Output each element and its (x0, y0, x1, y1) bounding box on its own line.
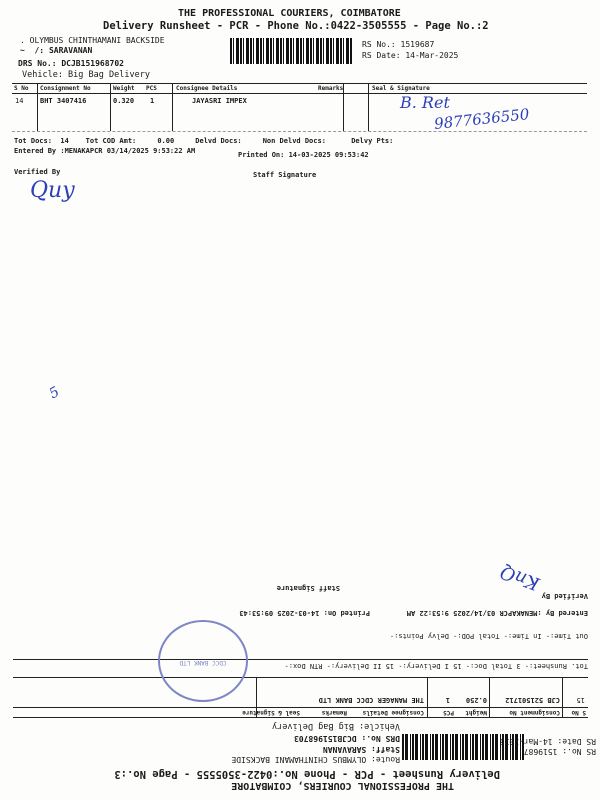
bottom-route: Route: OLYMBUS CHINTHAMANI BACKSIDE (231, 755, 400, 764)
bottom-header-pcs: PCS (443, 709, 454, 716)
bottom-header-remarks: Remarks (321, 709, 347, 716)
staff-line: ~ /: SARAVANAN (20, 46, 93, 55)
header-weight: Weight (113, 85, 135, 92)
bottom-rs-date: RS Date: 14-Mar-2025 (499, 737, 596, 746)
bottom-staff: Staff: SARAVANAN (322, 745, 400, 754)
header-sno: S No (14, 85, 29, 92)
bottom-header-consignment: Consignment No (509, 709, 560, 716)
bottom-vehicle: Vehicle: Big Bag Delivery (272, 721, 400, 731)
drs-line: DRS No.: DCJB151968702 (18, 59, 124, 68)
bank-stamp: CDCC BANK LTD (158, 620, 248, 702)
header-consignment: Consignment No (40, 85, 91, 92)
totals-line: Tot Docs: 14 Tot COD Amt: 0.00 Delvd Docs: Non Delvd Docs: Delvy Pts: (14, 137, 394, 145)
bottom-entered-by: Entered By :MENAKAPCR 03/14/2025 9:53:22 AM (406, 609, 588, 617)
vehicle-line: Vehicle: Big Bag Delivery (22, 70, 150, 80)
bottom-rs-no: RS No.: 1519687 (523, 747, 596, 756)
bottom-runsheet-inverted: THE PROFESSIONAL COURIERS, COIMBATORE Delivery Runsheet - PCR - Phone No.:0422-3505555 - Page No.:3 Route: OLYMBUS CHINTHAMANI BACKSIDE Staff: SARAVANAN DRS No.: DCJB151968703 Vehicle: Big Bag Delivery RS No.: 1519687 RS Date: 14-Mar-2025 S No Consignment No Weight PCS Consignee Details Remarks Seal & Signature 15 CJB 521501712 0.250 1 THE MANAGER CDCC BANK LTD Tot. Runsheet:- 3 Total Doc:- 15 I Delivery:- 15 II Delivery:- RTN Dox:- Out Time:- In Time:- Total POD:- Delvy Points:- Entered By :MENAKAPCR 03/14/2025 9:53:22 AM Printed On: 14-03-2025 09:53:43 Verified By Staff Signature CDCC BANK LTD KnQ (0, 0, 600, 800)
stray-pen-mark: 5 (46, 383, 63, 403)
route-line: . OLYMBUS CHINTHAMANI BACKSIDE (20, 36, 165, 45)
entered-by: Entered By :MENAKAPCR 03/14/2025 9:53:22 AM (14, 147, 196, 155)
bottom-runsheet-title: Delivery Runsheet - PCR - Phone No.:0422-3505555 - Page No.:3 (114, 768, 500, 780)
bottom-verified-by: Verified By (541, 592, 588, 600)
bottom-staff-signature-label: Staff Signature (276, 584, 340, 592)
verified-by: Verified By (14, 168, 61, 176)
bottom-header-seal: Seal & Signature (242, 709, 300, 716)
staff-signature-label: Staff Signature (253, 171, 317, 179)
rs-no: RS No.: 1519687 (362, 40, 435, 49)
bottom-header-weight: Weight (465, 709, 487, 716)
verifier-signature: Quy (30, 178, 75, 203)
rs-date: RS Date: 14-Mar-2025 (362, 51, 459, 60)
bottom-totals: Tot. Runsheet:- 3 Total Doc:- 15 I Delivery:- 15 II Delivery:- RTN Dox:- (284, 662, 588, 670)
bottom-header-consignee: Consignee Details (362, 709, 424, 716)
company-name: THE PROFESSIONAL COURIERS, COIMBATORE (178, 8, 401, 19)
bottom-header-sno: S No (571, 709, 586, 716)
header-seal: Seal & Signature (372, 85, 430, 92)
header-pcs: PCS (146, 85, 157, 92)
receiver-phone: 9877636550 (433, 105, 531, 133)
header-remarks: Remarks (318, 85, 344, 92)
bottom-company-name: THE PROFESSIONAL COURIERS, COIMBATORE (231, 780, 454, 791)
runsheet-title: Delivery Runsheet - PCR - Phone No.:0422-3505555 - Page No.:2 (103, 20, 489, 32)
bottom-times: Out Time:- In Time:- Total POD:- Delvy Points:- (389, 632, 588, 640)
bottom-verifier-signature: KnQ (497, 560, 543, 595)
printed-on: Printed On: 14-03-2025 09:53:42 (238, 151, 369, 159)
receiver-signature: B. Ret (400, 93, 450, 112)
header-consignee: Consignee Details (176, 85, 238, 92)
bottom-drs: DRS No.: DCJB151968703 (294, 734, 400, 743)
bottom-printed-on: Printed On: 14-03-2025 09:53:43 (239, 609, 370, 617)
